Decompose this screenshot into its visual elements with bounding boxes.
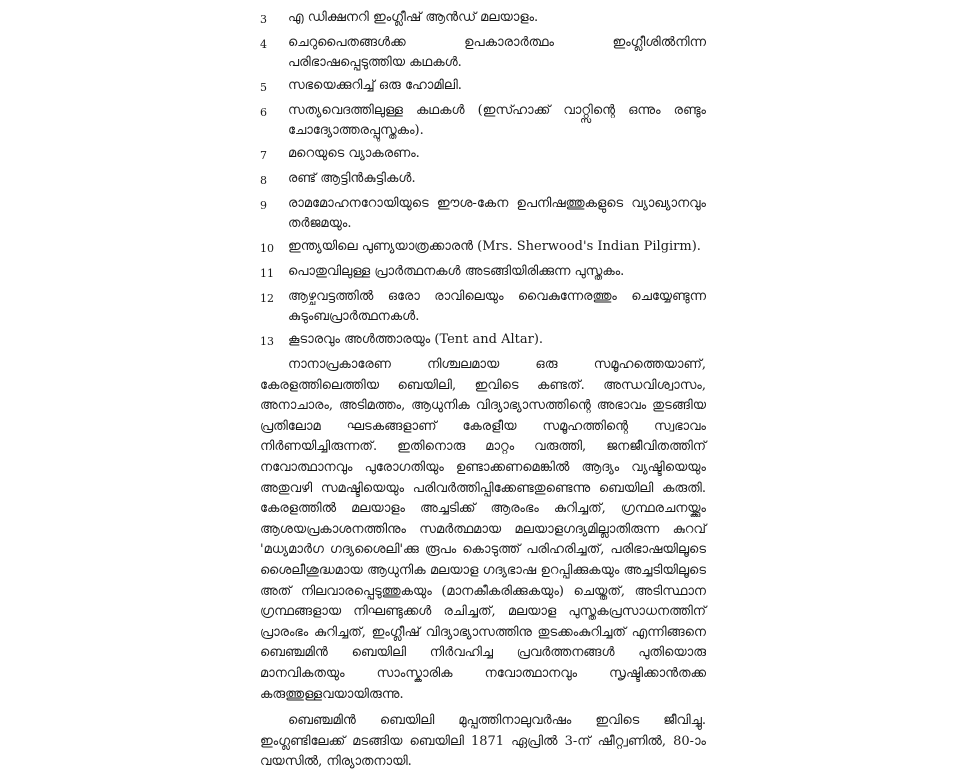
list-text: മറെയുടെ വ്യാകരണം. <box>288 146 420 161</box>
list-number: 6 <box>260 106 267 119</box>
list-item <box>260 76 706 98</box>
list-text: പൊതുവിലുള്ള പ്രാർത്ഥനകൾ അടങ്ങിയിരിക്കുന്ന പുസ്തകം. <box>288 264 625 279</box>
list-text: രണ്ട് ആട്ടിൻകുട്ടികൾ. <box>288 171 416 186</box>
list-item <box>260 8 706 30</box>
list-text: രാമമോഹനറോയിയുടെ ഈശ-കേന ഉപനിഷത്തുകളുടെ വ്യാഖ്യാനവും തർജമയും. <box>288 196 706 231</box>
list-number: 12 <box>260 292 274 305</box>
list-text: എ ഡിക്ഷനറി ഇംഗ്ലീഷ് ആൻഡ് മലയാളം. <box>288 10 539 25</box>
list-number: 9 <box>260 199 267 212</box>
list-number: 11 <box>260 267 274 280</box>
list-item <box>260 237 706 259</box>
list-number: 5 <box>260 81 267 94</box>
list-item <box>260 262 706 284</box>
list-text: സഭയെക്കുറിച്ച് ഒരു ഹോമിലി. <box>288 78 462 93</box>
body-paragraph: ബെഞ്ചമിൻ ബെയിലി മുപ്പത്തിനാലുവർഷം ഇവിടെ ജീവിച്ചു. ഇംഗ്ലണ്ടിലേക്ക് മടങ്ങിയ ബെയിലി 1871 ഏപ്രിൽ 3-ന് ഷീറ്റ്വണിൽ, 80-ാം വയസിൽ, നിര്യാതനായി. <box>260 713 706 770</box>
list-number: 3 <box>260 13 267 26</box>
list-item <box>260 144 706 166</box>
list-number: 4 <box>260 38 267 51</box>
list-item <box>260 101 706 141</box>
list-text: കൂടാരവും അൾത്താരയും (Tent and Altar). <box>288 332 544 347</box>
list-item <box>260 287 706 327</box>
list-number: 7 <box>260 149 267 162</box>
publication-list <box>260 8 706 352</box>
list-item <box>260 194 706 234</box>
list-item <box>260 330 706 352</box>
list-text: ചെറുപൈതങ്ങൾക്ക ഉപകാരാർത്ഥം ഇംഗ്ലീശിൽനിന്ന പരിഭാഷപ്പെടുത്തിയ കഥകൾ. <box>288 35 706 70</box>
body-paragraph: നാനാപ്രകാരേണ നിശ്ചലമായ ഒരു സമൂഹത്തെയാണ്, കേരളത്തിലെത്തിയ ബെയിലി, ഇവിടെ കണ്ടത്. അന്ധവിശ്വാസം, അനാചാരം, അടിമത്തം, ആധുനിക വിദ്യാഭ്യാസത്തിന്റെ അഭാവം തുടങ്ങിയ പ്രതിലോമ ഘടകങ്ങളാണ് കേരളീയ സമൂഹത്തിന്റെ സ്വഭാവം നിർണയിച്ചിരുന്നത്. ഇതിനൊരു മാറ്റം വരുത്തി, ജനജീവിതത്തിന് നവോത്ഥാനവും പുരോഗതിയും ഉണ്ടാക്കണമെങ്കിൽ ആദ്യം വ്യഷ്ടിയെയും അതുവഴി സമഷ്ടിയെയും പരിവർത്തിപ്പിക്കേണ്ടതുണ്ടെന്നു ബെയിലി കരുതി. കേരളത്തിൽ മലയാളം അച്ചടിക്ക് ആരംഭം കുറിച്ചത്, ഗ്രന്ഥരചനയ്ക്കും ആശയപ്രകാശനത്തിനും സമർത്ഥമായ മലയാളഗദ്യമില്ലാതിരുന്ന കുറവ് 'മധ്യമാർഗ ഗദ്യശൈലി'ക്കു രൂപം കൊടുത്ത് പരിഹരിച്ചത്, പരിഭാഷയിലൂടെ ശൈലീശുദ്ധമായ ആധുനിക മലയാള ഗദ്യഭാഷ ഉറപ്പിക്കുകയും അച്ചടിയിലൂടെ അത് നിലവാരപ്പെടുത്തുകയും (മാനകീകരിക്കുകയും) ചെയ്തത്, അടിസ്ഥാന ഗ്രന്ഥങ്ങളായ നിഘണ്ടുക്കൾ രചിച്ചത്, മലയാള പുസ്തകപ്രസാധനത്തിന് പ്രാരംഭം കുറിച്ചത്, ഇംഗ്ലീഷ് വിദ്യാഭ്യാസത്തിനു തുടക്കംകുറിച്ചത് എന്നിങ്ങനെ ബെഞ്ചമിൻ ബെയിലി നിർവഹിച്ച പ്രവർത്തനങ്ങൾ പുതിയൊരു മാനവികതയും സാംസ്കാരിക നവോത്ഥാനവും സൃഷ്ടിക്കാൻതക്ക കരുത്തുള്ളവയായിരുന്നു. <box>260 357 706 702</box>
list-text: സത്യവെദത്തിലുള്ള കഥകൾ (ഇസ്ഹാക്ക് വാറ്റ്സിന്റെ ഒന്നും രണ്ടും ചോദ്യോത്തരപ്പുസ്തകം). <box>288 103 706 138</box>
list-text: ആഴ്ചവട്ടത്തിൽ ഒരോ രാവിലെയും വൈകുന്നേരത്തും ചെയ്യേണ്ടുന്ന കുടുംബപ്രാർത്ഥനകൾ. <box>288 289 706 324</box>
list-item <box>260 33 706 73</box>
list-item <box>260 169 706 191</box>
document-page <box>260 8 706 779</box>
list-number: 13 <box>260 335 274 348</box>
list-text: ഇന്ത്യയിലെ പുണ്യയാത്രക്കാരൻ (Mrs. Sherwood's Indian Pilgirm). <box>288 239 701 254</box>
list-number: 8 <box>260 174 267 187</box>
list-number: 10 <box>260 242 274 255</box>
